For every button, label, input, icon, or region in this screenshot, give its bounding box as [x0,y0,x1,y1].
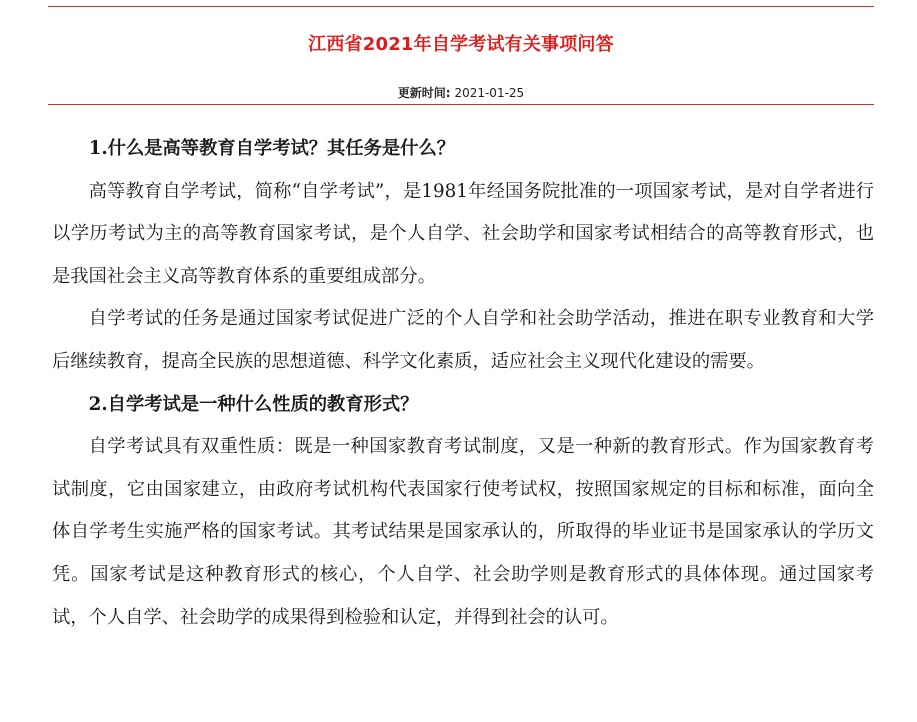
top-divider [48,6,874,7]
page-title: 江西省2021年自学考试有关事项问答 [308,34,614,55]
answer-paragraph-1: 高等教育自学考试，简称“自学考试”，是1981年经国务院批准的一项国家考试，是对自学者进行以学历考试为主的高等教育国家考试，是个人自学、社会助学和国家考试相结合的高等教育形式，也是我国社会主义高等教育体系的重要组成部分。 [52,180,874,287]
article-body [52,128,874,639]
answer-paragraph-3: 自学考试具有双重性质：既是一种国家教育考试制度，又是一种新的教育形式。作为国家教育考试制度，它由国家建立，由政府考试机构代表国家行使考试权，按照国家规定的目标和标准，面向全体自学考生实施严格的国家考试。其考试结果是国家承认的，所取得的毕业证书是国家承认的学历文凭。国家考试是这种教育形式的核心，个人自学、社会助学则是教育形式的具体体现。通过国家考试，个人自学、社会助学的成果得到检验和认定，并得到社会的认可。 [52,436,874,628]
answer-paragraph-2: 自学考试的任务是通过国家考试促进广泛的个人自学和社会助学活动，推进在职专业教育和大学后继续教育，提高全民族的思想道德、科学文化素质，适应社会主义现代化建设的需要。 [52,308,874,372]
title-divider [48,104,874,105]
update-time-value: 2021-01-25 [454,86,525,100]
update-time-label: 更新时间: [397,86,451,100]
question-heading-2: 2.自学考试是一种什么性质的教育形式？ [88,393,419,415]
update-info [48,84,874,101]
question-heading-1: 1.什么是高等教育自学考试？其任务是什么？ [88,138,456,159]
